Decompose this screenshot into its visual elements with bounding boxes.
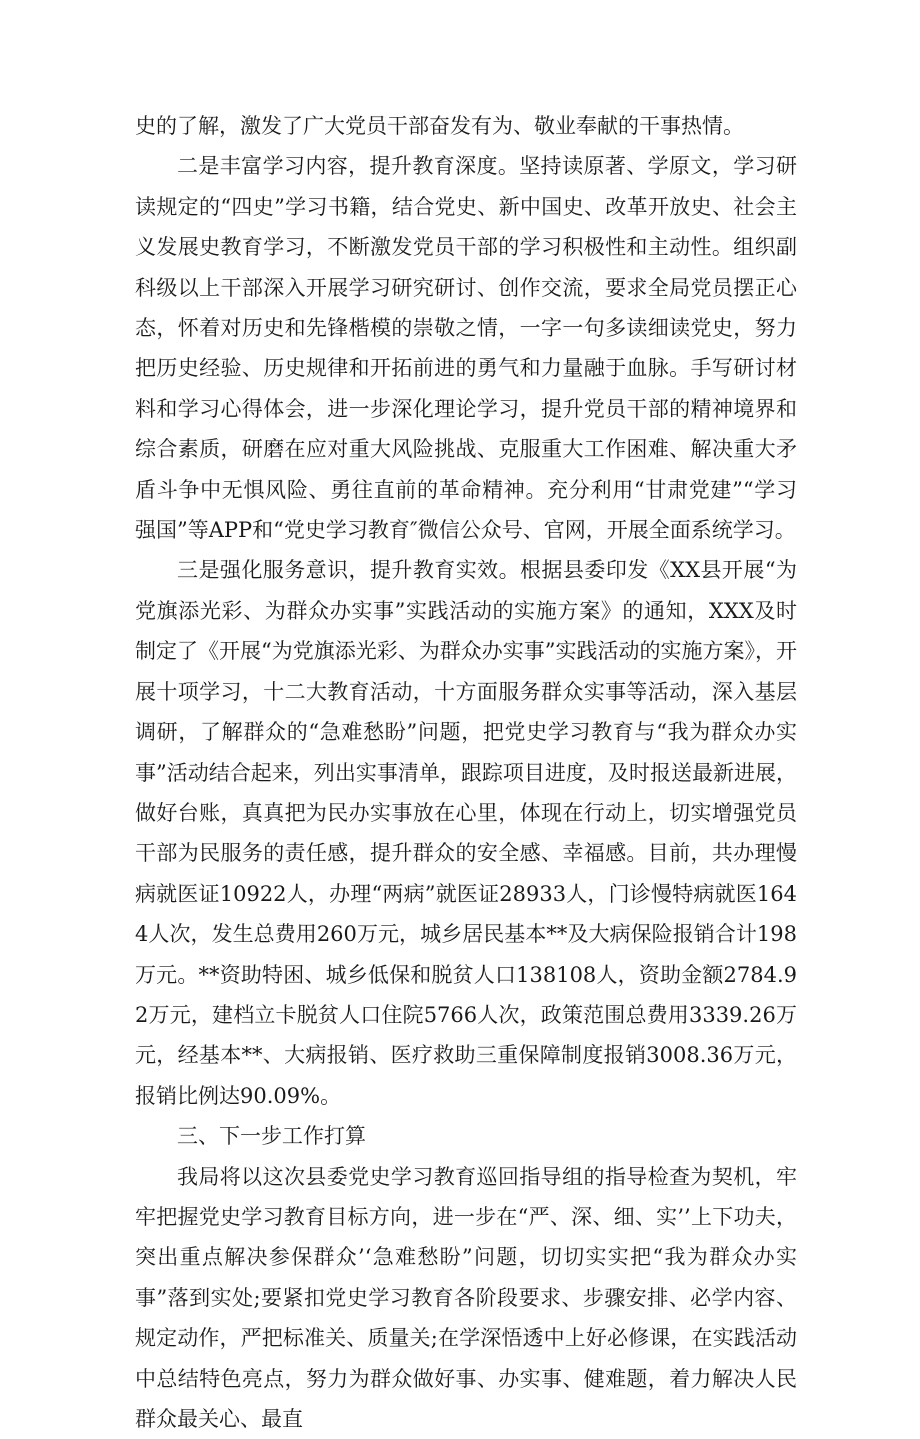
document-body bbox=[135, 106, 797, 1439]
paragraph-next-steps: 我局将以这次县委党史学习教育巡回指导组的指导检查为契机，牢牢把握党史学习教育目标方向，进一步在“严、深、细、实’’上下功夫，突出重点解决参保群众’‘急难愁盼”问题，切切实实把“我为群众办实事”落到实处;要紧扣党史学习教育各阶段要求、步骤安排、必学内容、规定动作，严把标准关、质量关;在学深悟透中上好必修课，在实践活动中总结特色亮点，努力为群众做好事、办实事、健难题，着力解决人民群众最关心、最直 bbox=[135, 1164, 797, 1431]
paragraph-service-awareness: 三是强化服务意识，提升教育实效。根据县委印发《XX县开展“为党旗添光彩、为群众办实事”实践活动的实施方案》的通知，XXX及时制定了《开展“为党旗添光彩、为群众办实事”实践活动的实施方案》，开展十项学习，十二大教育活动，十方面服务群众实事等活动，深入基层调研，了解群众的“急难愁盼”问题，把党史学习教育与“我为群众办实事”活动结合起来，列出实事清单，跟踪项目进度，及时报送最新进展，做好台账，真真把为民办实事放在心里，体现在行动上，切实增强党员干部为民服务的责任感，提升群众的安全感、幸福感。目前，共办理慢病就医证10922人，办理“两病”就医证28933人，门诊慢特病就医1644人次，发生总费用260万元，城乡居民基本**及大病保险报销合计198万元。**资助特困、城乡低保和脱贫人口138108人，资助金额2784.92万元，建档立卡脱贫人口住院5766人次，政策范围总费用3339.26万元，经基本**、大病报销、医疗救助三重保障制度报销3008.36万元，报销比例达90.09%。 bbox=[135, 558, 797, 1108]
section-heading-next-steps: 三、下一步工作打算 bbox=[177, 1124, 366, 1149]
paragraph-continuation: 史的了解，激发了广大党员干部奋发有为、敬业奉献的干事热情。 bbox=[135, 114, 744, 138]
paragraph-study-content: 二是丰富学习内容，提升教育深度。坚持读原著、学原文，学习研读规定的“四史”学习书籍，结合党史、新中国史、改革开放史、社会主义发展史教育学习，不断激发党员干部的学习积极性和主动性。组织副科级以上干部深入开展学习研究研讨、创作交流，要求全局党员摆正心态，怀着对历史和先锋楷模的崇敬之情，一字一句多读细读党史，努力把历史经验、历史规律和开拓前进的勇气和力量融于血脉。手写研讨材料和学习心得体会，进一步深化理论学习，提升党员干部的精神境界和综合素质，研磨在应对重大风险挑战、克服重大工作困难、解决重大矛盾斗争中无惧风险、勇往直前的革命精神。充分利用“甘肃党建”“学习强国”等APP和“党史学习教育″微信公众号、官网，开展全面系统学习。 bbox=[135, 154, 797, 543]
